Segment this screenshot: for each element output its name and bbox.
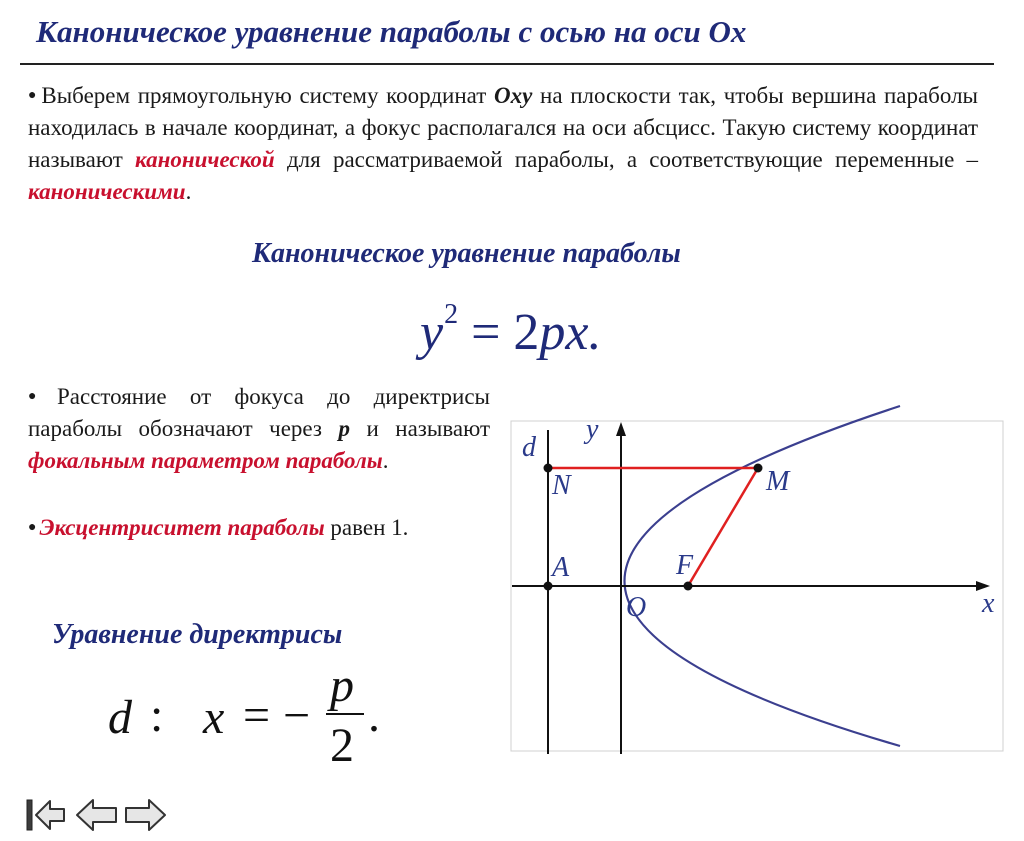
eq-lhs-var: y [420, 304, 444, 361]
first-slide-icon[interactable] [24, 796, 70, 836]
directrix-end: . [368, 689, 380, 742]
label-m: M [766, 466, 790, 497]
label-x: x [982, 588, 995, 619]
fraction-numerator: p [330, 659, 354, 712]
fraction-bar [326, 713, 364, 715]
canonical-equation [420, 280, 602, 368]
directrix-var: x [203, 691, 225, 744]
title-divider [20, 63, 994, 65]
intro-text-1: Выберем прямоугольную систему координат [41, 83, 487, 108]
y-axis-arrow [616, 422, 626, 436]
point-m [754, 464, 763, 473]
symbol-p: p [338, 416, 350, 441]
directrix-heading: Уравнение директрисы [52, 619, 343, 650]
term-canonical: канонической [135, 147, 275, 172]
segment-mf [688, 468, 758, 586]
eq-lhs-exponent: 2 [444, 299, 459, 330]
parabola-curve [625, 406, 901, 746]
canonical-equation-heading: Каноническое уравнение параболы [252, 238, 681, 269]
label-a: A [552, 552, 570, 583]
intro-text-end: . [185, 179, 192, 204]
bullet-icon: ● [28, 88, 39, 103]
bullet-icon: ● [28, 389, 54, 404]
term-focal-parameter: фокальным параметром параболы [28, 448, 383, 473]
directrix-equation [108, 659, 408, 786]
eq-end: . [588, 304, 602, 361]
focal-text-1: Расстояние от фокуса до директрисы параболы обозначают через [28, 384, 490, 441]
back-arrow-icon[interactable] [74, 796, 120, 836]
label-n: N [552, 470, 571, 501]
eccentricity-paragraph [28, 512, 490, 544]
fraction-denominator: 2 [330, 719, 354, 772]
label-d: d [522, 432, 536, 463]
focal-text-end: . [382, 448, 389, 473]
term-eccentricity: Эксцентриситет параболы [39, 515, 325, 540]
intro-text-2: на плоскости так, чтобы вершина параболы находилась в начале координат, а фокус располагался на оси абсцисс. Такую систему координат называют [28, 83, 979, 172]
intro-paragraph [28, 80, 978, 208]
slide-title: Каноническое уравнение параболы с осью на оси Ox [36, 14, 747, 49]
coordinate-system-label: Oxy [494, 83, 533, 108]
point-f [684, 582, 693, 591]
label-y: y [586, 414, 599, 445]
directrix-name: d [108, 691, 132, 744]
focal-parameter-paragraph [28, 381, 490, 477]
intro-text-3: для рассматриваемой параболы, а соответствующие переменные – [286, 147, 979, 172]
label-f: F [676, 550, 694, 581]
eq-rhs-vars: px [539, 304, 589, 361]
directrix-colon: : [150, 689, 164, 742]
term-canonical-vars: каноническими [28, 179, 186, 204]
parabola-diagram [508, 400, 1008, 756]
label-o: O [626, 592, 647, 623]
directrix-minus: − [283, 689, 311, 742]
focal-text-2: и называют [366, 416, 491, 441]
forward-arrow-icon[interactable] [122, 796, 168, 836]
bullet-icon: ● [28, 520, 37, 535]
eccentricity-text: равен 1. [330, 515, 409, 540]
eq-rhs: = 2 [471, 304, 540, 361]
directrix-equals: = [243, 689, 271, 742]
